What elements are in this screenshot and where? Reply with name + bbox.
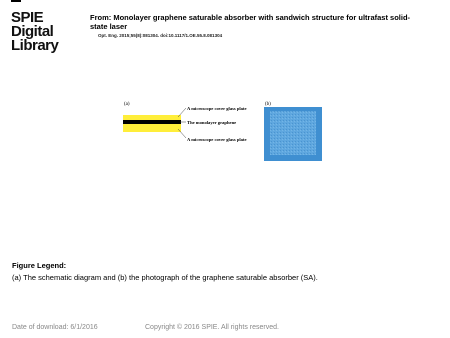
label-bottom-glass: A microscope cover glass plate	[187, 137, 247, 142]
article-citation[interactable]: Opt. Eng. 2015;55(8):081304. doi:10.1117/1.OE.55.8.081304	[98, 33, 223, 38]
panel-b-label: (b)	[265, 102, 271, 107]
bottom-glass-plate	[123, 124, 181, 132]
logo-text-library: Library	[11, 37, 59, 54]
logo-text-spie: SPIE	[11, 9, 44, 26]
figure-image	[118, 93, 333, 163]
logo-text-digital: Digital	[11, 23, 54, 40]
top-glass-plate	[123, 115, 181, 120]
panel-a-label: (a)	[124, 102, 130, 107]
sandwich-schematic	[123, 115, 181, 132]
graphene-sample	[270, 111, 316, 155]
download-date: Date of download: 6/1/2016	[12, 324, 98, 331]
label-graphene: The monolayer graphene	[187, 120, 237, 125]
graphene-layer	[123, 120, 181, 124]
leader-line-bottom	[178, 129, 186, 138]
article-title: From: Monolayer graphene saturable absorber with sandwich structure for ultrafast solid-state laser	[90, 13, 411, 31]
figure-legend-title: Figure Legend:	[12, 261, 67, 270]
logo-bar	[11, 0, 21, 2]
leader-line-top	[178, 108, 186, 117]
label-top-glass: A microscope cover glass plate	[187, 106, 247, 111]
copyright-notice: Copyright © 2016 SPIE. All rights reserved.	[145, 324, 279, 331]
figure-legend-text: (a) The schematic diagram and (b) the photograph of the graphene saturable absorber (SA).	[12, 273, 318, 282]
